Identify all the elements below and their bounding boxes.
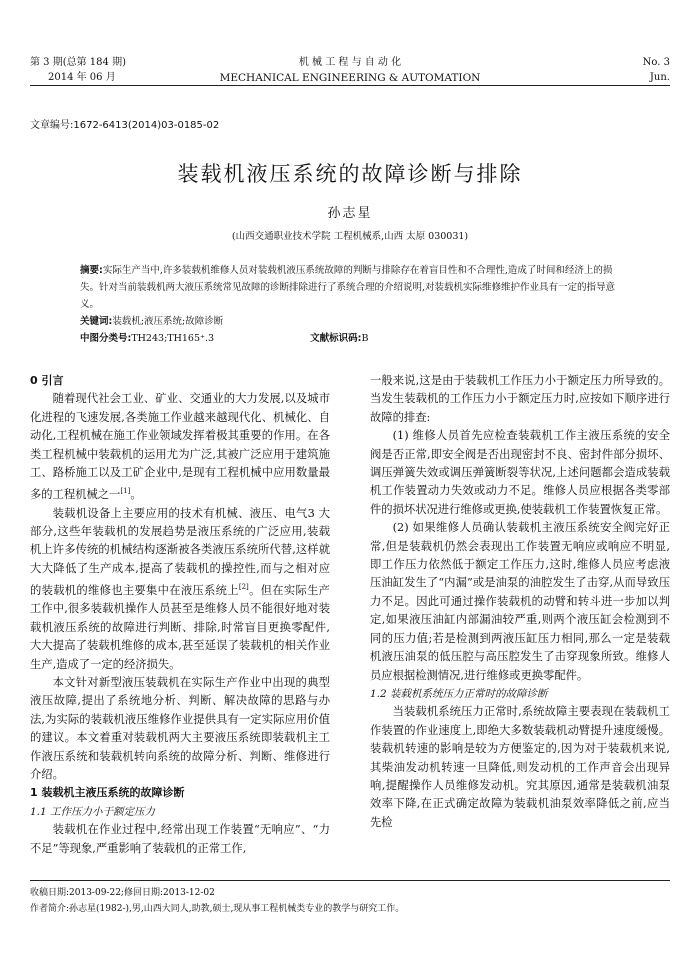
paragraph: (2) 如果维修人员确认装载机主液压系统安全阀完好正常,但是装载机仍然会表现出工作装置无响应或响应不明显,即工作压力依然低于额定工作压力,这时,维修人员应考虑液压油缸发生了“内漏”或是油泵的油腔发生了击穿,从而导致压力不足。因此可通过操作装载机的动臂和转斗进一步加以判定,如果液压油缸内部漏油较严重,则两个液压缸会检测到不同的压力值;若是检测到两液压缸压力相同,那么一定是装载机液压油泵的低压腔与高压腔发生了击穿现象所致。维修人员应根据检测情况,进行维修或更换零配件。 — [370, 521, 670, 682]
paragraph: 装载机在作业过程中,经常出现工作装置“无响应”、“力不足”等现象,严重影响了装载机的正常工作, — [30, 823, 330, 855]
keywords-label: 关键词: — [80, 316, 113, 327]
paragraph: (1) 维修人员首先应检查装载机工作主液压系统的安全阀是否正常,即安全阀是否出现密封不良、密封件部分损坏、调压弹簧失效或调压弹簧断裂等状况,上述问题都会造成装载机工作装置动力失效或动力不足。维修人员应根据各类零部件的损坏状况进行维修或更换,使装载机工作装置恢复正常。 — [370, 429, 670, 516]
footnote-rule — [30, 880, 670, 881]
paragraph: 装载机设备上主要应用的技术有机械、液压、电气3 大部分,这些年装载机的发展趋势是液压系统的广泛应用,装载机上许多传统的机械结构逐渐被各类液压系统所代替,这样就大大降低了生产成本,提高了装载机的操控性,而与之相对应的装载机的维修也主要集中在液压系统上[2]。但在实际生产工作中,很多装载机操作人员甚至是维修人员不能很好地对装载机液压系统的故障进行判断、排除,时常盲目更换零配件,大大提高了装载机维修的成本,甚至延误了装载机的相关作业生产,造成了一定的经济损失。 — [30, 506, 330, 671]
abstract-block — [80, 262, 620, 347]
paragraph: 一般来说,这是由于装载机工作压力小于额定压力所导致的。当发生装载机的工作压力小于额定压力时,应按如下顺序进行故障的排查: — [370, 374, 670, 424]
author-name: 孙志星 — [327, 206, 373, 221]
paragraph: 本文针对新型液压装载机在实际生产作业中出现的典型液压故障,提出了系统地分析、判断、解决故障的思路与办法,为实际的装载机液压维修作业提供具有一定实际应用价值的建议。本文着重对装载机两大主要液压系统即装载机主工作液压系统和装载机转向系统的故障分析、判断、维修进行介绍。 — [30, 676, 330, 782]
paragraph: 随着现代社会工业、矿业、交通业的大力发展,以及城市化进程的飞速发展,各类施工作业越来越现代化、机械化、自动化,工程机械在施工作业领域发挥着极其重要的作用。在各类工程机械中装载机的运用尤为广泛,其被广泛应用于建筑施工、路桥施工以及工矿企业中,是现有工程机械中应用数量最多的工程机械之一[1]。 — [30, 392, 330, 502]
paper-title: 装载机液压系统的故障诊断与排除 — [177, 162, 523, 186]
abstract — [80, 262, 620, 313]
abstract-text: 实际生产当中,许多装载机维修人员对装载机液压系统故障的判断与排除存在着盲目性和不合理性,造成了时间和经济上的损失。针对当前装载机两大液压系统常见故障的诊断排除进行了系统合理的介绍说明,对装载机实际维修维护作业具有一定的指导意义。 — [80, 265, 616, 310]
journal-name-en: MECHANICAL ENGINEERING & AUTOMATION — [219, 72, 481, 84]
keywords-text: 装载机;液压系统;故障诊断 — [112, 316, 224, 327]
journal-month: Jun. — [649, 72, 670, 83]
article-id: 文章编号:1672-6413(2014)03-0185-02 — [30, 120, 220, 131]
section-1-1-heading: 1.1 工作压力小于额定压力 — [30, 805, 156, 818]
section-1-2-heading: 1.2 装载机系统压力正常时的故障诊断 — [370, 687, 548, 700]
author-affiliation: (山西交通职业技术学院 工程机械系,山西 太原 030031) — [231, 231, 469, 242]
doc-code: B — [361, 333, 369, 344]
journal-name-cn: 机 械 工 程 与 自 动 化 — [298, 57, 402, 68]
clc-label: 中图分类号: — [80, 333, 132, 344]
classification — [80, 330, 620, 347]
right-column — [370, 372, 670, 832]
section-intro-heading: 0 引言 — [30, 374, 64, 387]
clc-code: TH243;TH165⁺.3 — [131, 333, 215, 344]
issue-date: 2014 年 06 月 — [48, 72, 116, 83]
author-bio: 作者简介:孙志星(1982-),男,山西大同人,助教,硕士,现从事工程机械类专业的教学与研究工作。 — [30, 904, 405, 914]
journal-no: No. 3 — [642, 57, 670, 68]
issue-number: 第 3 期(总第 184 期) — [30, 57, 126, 68]
received-date: 收稿日期:2013-09-22;修回日期:2013-12-02 — [30, 888, 215, 898]
doc-code-label: 文献标识码: — [310, 333, 362, 344]
citation: [1] — [120, 487, 131, 496]
header-rule — [30, 85, 670, 86]
citation: [2] — [238, 583, 249, 592]
paragraph: 当装载机系统压力正常时,系统故障主要表现在装载机工作装置的作业速度上,即绝大多数装载机动臂提升速度缓慢。装载机转速的影响是较为方便鉴定的,因为对于装载机来说,其柴油发动机转速一旦降低,则发动机的工作声音会出现异响,提醒操作人员维修发动机。究其原因,通常是装载机油泵效率下降,在正式确定故障为装载机油泵效率降低之前,应当先检 — [370, 705, 670, 829]
keywords — [80, 313, 620, 330]
left-column — [30, 372, 330, 858]
section-1-heading: 1 装载机主液压系统的故障诊断 — [30, 786, 185, 800]
abstract-label: 摘要: — [80, 265, 103, 276]
